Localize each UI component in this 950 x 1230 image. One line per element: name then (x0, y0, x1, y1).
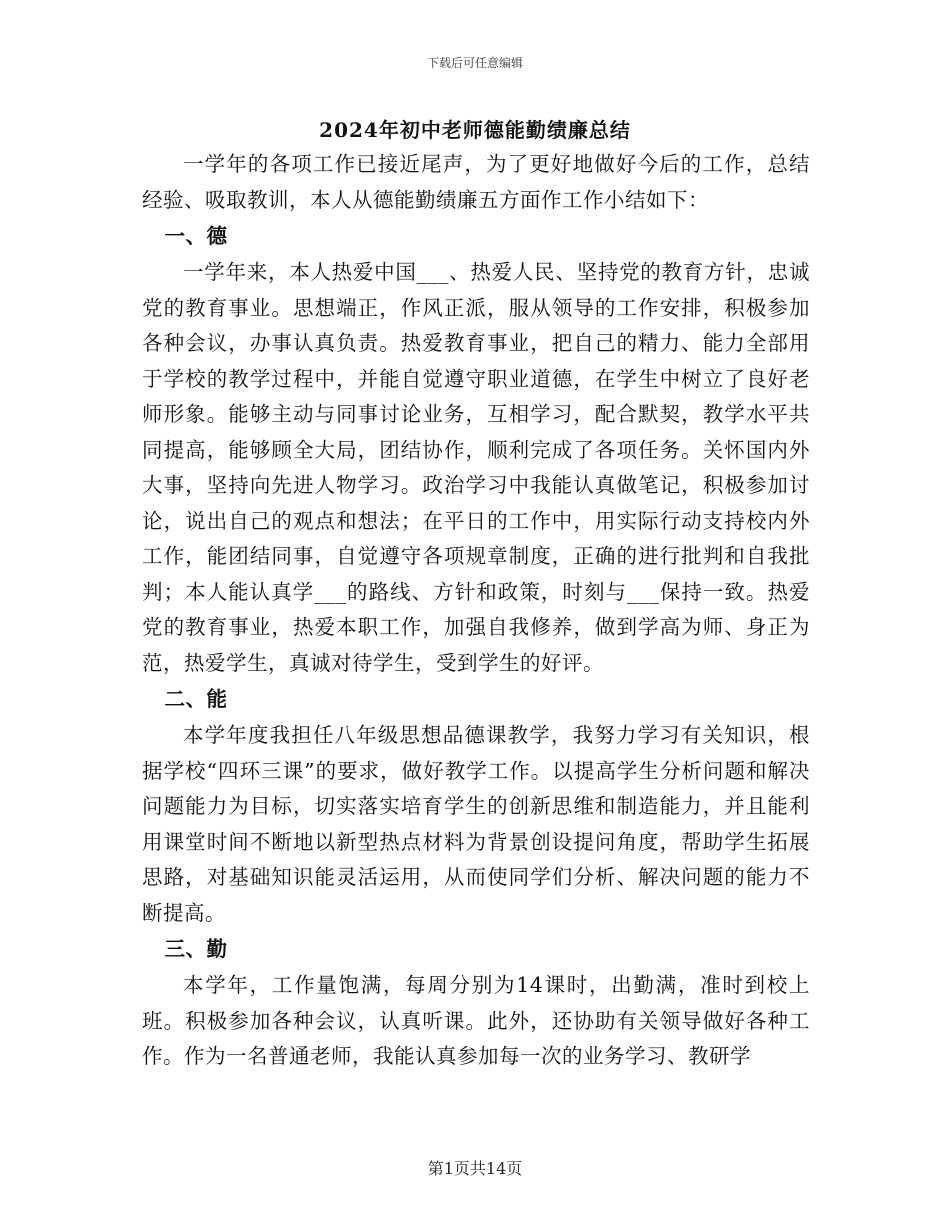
section-paragraph-neng: 本学年度我担任八年级思想品德课教学，我努力学习有关知识，根据学校“四环三课”的要求，做好教学工作。以提高学生分析问题和解决问题能力为目标，切实落实培育学生的创新思维和制造能力，并且能利用课堂时间不断地以新型热点材料为背景创设提问角度，帮助学生拓展思路，对基础知识能灵活运用，从而使同学们分析、解决问题的能力不断提高。 (142, 723, 810, 925)
page-number-footer: 第1页共14页 (427, 1159, 523, 1178)
section-heading-de: 一、德 (164, 224, 228, 248)
section-paragraph-de: 一学年来，本人热爱中国___、热爱人民、坚持党的教育方针，忠诚党的教育事业。思想端正，作风正派，服从领导的工作安排，积极参加各种会议，办事认真负责。热爱教育事业，把自己的精力、能力全部用于学校的教学过程中，并能自觉遵守职业道德，在学生中树立了良好老师形象。能够主动与同事讨论业务，互相学习，配合默契，教学水平共同提高，能够顾全大局，团结协作，顺利完成了各项任务。关怀国内外大事，坚持向先进人物学习。政治学习中我能认真做笔记，积极参加讨论，说出自己的观点和想法；在平日的工作中，用实际行动支持校内外工作，能团结同事，自觉遵守各项规章制度，正确的进行批判和自我批判；本人能认真学___的路线、方针和政策，时刻与___保持一致。热爱党的教育事业，热爱本职工作，加强自我修养，做到学高为师、身正为范，热爱学生，真诚对待学生，受到学生的好评。 (142, 260, 810, 675)
section-heading-neng: 二、能 (164, 687, 228, 711)
document-body (142, 147, 810, 1075)
header-note: 下载后可任意编辑 (426, 56, 523, 70)
section-heading-qin: 三、勤 (164, 937, 228, 961)
document-title: 2024年初中老师德能勤绩廉总结 (319, 118, 631, 142)
section-paragraph-qin: 本学年，工作量饱满，每周分别为14课时，出勤满，准时到校上班。积极参加各种会议，认真听课。此外，还协助有关领导做好各种工作。作为一名普通老师，我能认真参加每一次的业务学习、教研学 (142, 973, 810, 1068)
intro-paragraph: 一学年的各项工作已接近尾声，为了更好地做好今后的工作，总结经验、吸取教训，本人从德能勤绩廉五方面作工作小结如下： (142, 152, 810, 212)
